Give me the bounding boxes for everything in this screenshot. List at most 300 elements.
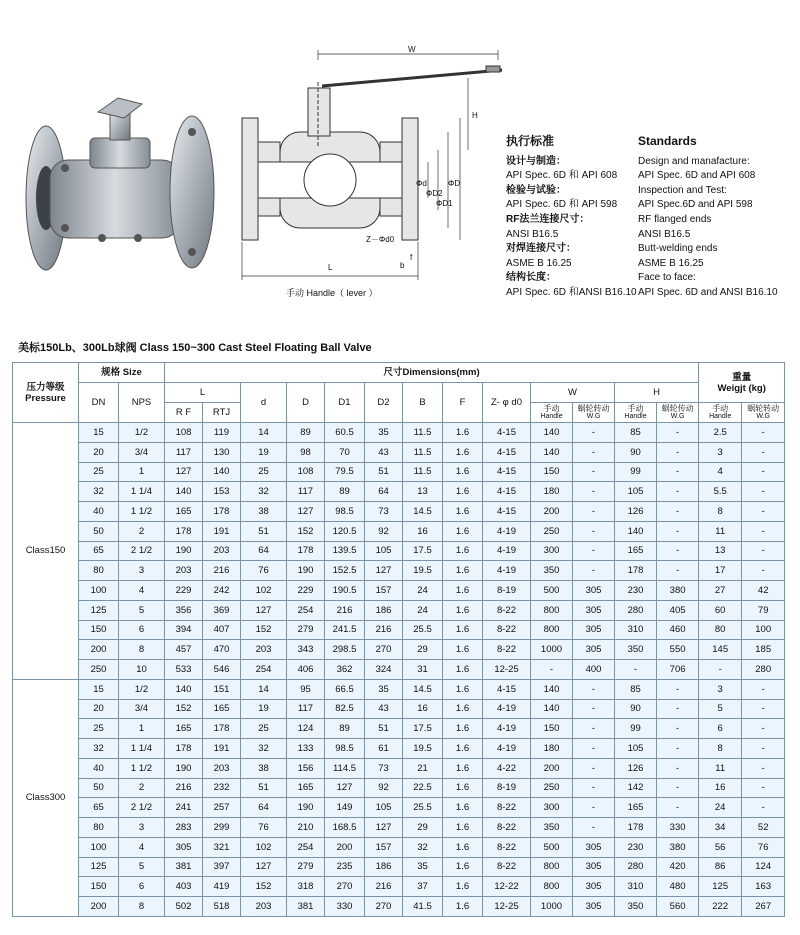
- table-cell: 76: [241, 561, 287, 581]
- table-cell: 324: [365, 660, 403, 680]
- table-cell: 305: [573, 581, 615, 601]
- table-cell: 76: [241, 818, 287, 838]
- table-cell: 310: [615, 877, 657, 897]
- table-cell: 100: [79, 837, 119, 857]
- table-cell: 3: [699, 442, 742, 462]
- table-cell: 11: [699, 521, 742, 541]
- table-cell: 152: [165, 699, 203, 719]
- table-cell: 126: [615, 758, 657, 778]
- table-cell: 4-22: [483, 758, 531, 778]
- table-cell: 108: [165, 423, 203, 443]
- table-cell: 180: [531, 482, 573, 502]
- table-cell: 1.6: [443, 541, 483, 561]
- table-cell: 369: [203, 600, 241, 620]
- table-cell: -: [657, 482, 699, 502]
- table-cell: 120.5: [325, 521, 365, 541]
- table-cell: 1.6: [443, 502, 483, 522]
- table-cell: 42: [742, 581, 785, 601]
- table-cell: 180: [531, 739, 573, 759]
- table-cell: -: [742, 502, 785, 522]
- header-w: W: [531, 383, 615, 403]
- table-cell: 35: [365, 679, 403, 699]
- standards-en-line: API Spec. 6D and API 608: [638, 170, 756, 182]
- table-cell: 165: [287, 778, 325, 798]
- table-cell: 149: [325, 798, 365, 818]
- table-cell: 2: [119, 521, 165, 541]
- table-cell: 381: [287, 897, 325, 917]
- table-cell: 419: [203, 877, 241, 897]
- table-cell: -: [573, 502, 615, 522]
- table-cell: 56: [699, 837, 742, 857]
- table-row: [13, 719, 785, 739]
- table-cell: 14.5: [403, 679, 443, 699]
- table-cell: 126: [615, 502, 657, 522]
- table-cell: 1 1/2: [119, 502, 165, 522]
- table-cell: 350: [615, 897, 657, 917]
- table-cell: 397: [203, 857, 241, 877]
- table-cell: 5.5: [699, 482, 742, 502]
- table-cell: 190.5: [325, 581, 365, 601]
- table-cell: 130: [203, 442, 241, 462]
- table-cell: 127: [241, 857, 287, 877]
- table-row: [13, 679, 785, 699]
- table-cell: 500: [531, 581, 573, 601]
- table-cell: 470: [203, 640, 241, 660]
- table-cell: -: [573, 739, 615, 759]
- dim-z-label: Z－Φd0: [366, 235, 395, 244]
- table-cell: 14: [241, 423, 287, 443]
- table-cell: 185: [742, 640, 785, 660]
- table-cell: 1 1/4: [119, 482, 165, 502]
- table-cell: 24: [403, 600, 443, 620]
- table-cell: 24: [699, 798, 742, 818]
- table-cell: 8-19: [483, 778, 531, 798]
- table-cell: 203: [203, 541, 241, 561]
- table-cell: 92: [365, 521, 403, 541]
- table-cell: 117: [287, 482, 325, 502]
- table-row: [13, 462, 785, 482]
- table-cell: 1.6: [443, 442, 483, 462]
- table-row: [13, 561, 785, 581]
- table-cell: 20: [79, 442, 119, 462]
- table-row: [13, 758, 785, 778]
- table-cell: 8: [119, 897, 165, 917]
- table-cell: 4-15: [483, 482, 531, 502]
- table-cell: 105: [365, 798, 403, 818]
- dim-d-label: Φd: [416, 179, 427, 188]
- table-cell: -: [657, 502, 699, 522]
- table-row: [13, 521, 785, 541]
- table-cell: 19.5: [403, 561, 443, 581]
- table-cell: 216: [165, 778, 203, 798]
- table-cell: 140: [615, 521, 657, 541]
- table-cell: 216: [365, 620, 403, 640]
- table-cell: 4: [119, 581, 165, 601]
- table-cell: 89: [325, 719, 365, 739]
- table-cell: 300: [531, 798, 573, 818]
- table-cell: 14.5: [403, 502, 443, 522]
- table-cell: -: [657, 423, 699, 443]
- table-cell: 4-15: [483, 462, 531, 482]
- table-cell: 8-22: [483, 818, 531, 838]
- table-cell: 1 1/2: [119, 758, 165, 778]
- table-cell: 394: [165, 620, 203, 640]
- standards-cn-line: ASME B 16.25: [506, 257, 572, 269]
- table-cell: 460: [657, 620, 699, 640]
- table-cell: 191: [203, 521, 241, 541]
- table-cell: 37: [403, 877, 443, 897]
- table-cell: -: [742, 679, 785, 699]
- standards-en-line: Design and manafacture:: [638, 155, 750, 167]
- table-cell: 24: [403, 581, 443, 601]
- table-cell: 108: [287, 462, 325, 482]
- drawing-caption: 手动 Handle（ lever ）: [286, 288, 378, 298]
- table-cell: 43: [365, 442, 403, 462]
- table-cell: -: [573, 482, 615, 502]
- table-cell: -: [657, 739, 699, 759]
- table-cell: 119: [203, 423, 241, 443]
- table-row: [13, 798, 785, 818]
- table-cell: 105: [615, 739, 657, 759]
- standards-cn: [506, 134, 637, 301]
- table-cell: 127: [241, 600, 287, 620]
- table-cell: 200: [79, 640, 119, 660]
- table-cell: 8: [699, 739, 742, 759]
- table-cell: 305: [573, 897, 615, 917]
- table-cell: 1/2: [119, 679, 165, 699]
- table-cell: 8-22: [483, 837, 531, 857]
- table-cell: 40: [79, 758, 119, 778]
- table-cell: 13: [699, 541, 742, 561]
- table-cell: 533: [165, 660, 203, 680]
- table-cell: 8: [699, 502, 742, 522]
- table-cell: 229: [287, 581, 325, 601]
- table-row: [13, 857, 785, 877]
- table-cell: 8-22: [483, 600, 531, 620]
- table-cell: 19: [241, 699, 287, 719]
- table-cell: 127: [165, 462, 203, 482]
- table-cell: 406: [287, 660, 325, 680]
- dim-f-label: f: [410, 253, 413, 262]
- table-cell: 216: [325, 600, 365, 620]
- table-cell: 19: [241, 442, 287, 462]
- table-cell: 178: [287, 541, 325, 561]
- table-cell: 1.6: [443, 778, 483, 798]
- table-cell: 305: [573, 877, 615, 897]
- table-cell: 32: [79, 739, 119, 759]
- standards-cn-line: API Spec. 6D 和ANSI B16.10: [506, 286, 637, 298]
- table-cell: 1.6: [443, 897, 483, 917]
- table-cell: 254: [287, 837, 325, 857]
- table-cell: 102: [241, 581, 287, 601]
- table-cell: 99: [615, 719, 657, 739]
- table-cell: 1.6: [443, 521, 483, 541]
- table-cell: 89: [287, 423, 325, 443]
- table-cell: 51: [241, 778, 287, 798]
- table-cell: 150: [79, 877, 119, 897]
- header-l: L: [165, 383, 241, 403]
- dim-l-label: L: [328, 263, 333, 272]
- table-cell: 85: [615, 679, 657, 699]
- table-cell: -: [742, 561, 785, 581]
- table-cell: 305: [165, 837, 203, 857]
- standards-cn-line: 结构长度：: [506, 272, 556, 284]
- table-cell: -: [573, 521, 615, 541]
- table-cell: 165: [203, 699, 241, 719]
- table-cell: -: [573, 719, 615, 739]
- table-cell: 1.6: [443, 877, 483, 897]
- table-cell: 1.6: [443, 640, 483, 660]
- table-cell: 1: [119, 719, 165, 739]
- table-cell: 4-15: [483, 423, 531, 443]
- table-cell: 13: [403, 482, 443, 502]
- table-row: [13, 778, 785, 798]
- table-cell: 250: [531, 521, 573, 541]
- dim-w-label: W: [408, 46, 416, 54]
- table-cell: 139.5: [325, 541, 365, 561]
- table-cell: 2.5: [699, 423, 742, 443]
- table-cell: 502: [165, 897, 203, 917]
- table-cell: 140: [165, 679, 203, 699]
- table-cell: 102: [241, 837, 287, 857]
- table-cell: 4-19: [483, 739, 531, 759]
- table-cell: 3/4: [119, 442, 165, 462]
- standards-cn-line: 对焊连接尺寸：: [506, 243, 576, 255]
- table-cell: 350: [531, 818, 573, 838]
- table-cell: 105: [615, 482, 657, 502]
- table-cell: -: [531, 660, 573, 680]
- table-cell: -: [573, 462, 615, 482]
- table-cell: 1: [119, 462, 165, 482]
- table-cell: 178: [615, 561, 657, 581]
- header-d1: D1: [325, 383, 365, 423]
- table-cell: 12-22: [483, 877, 531, 897]
- table-cell: -: [573, 699, 615, 719]
- table-cell: 22.5: [403, 778, 443, 798]
- table-cell: 64: [365, 482, 403, 502]
- table-cell: -: [742, 719, 785, 739]
- table-cell: 706: [657, 660, 699, 680]
- table-cell: 165: [615, 541, 657, 561]
- table-cell: 25: [241, 462, 287, 482]
- table-cell: -: [657, 541, 699, 561]
- table-cell: 560: [657, 897, 699, 917]
- header-z: Z- φ d0: [483, 383, 531, 423]
- standards-cn-line: RF法兰连接尺寸：: [506, 213, 590, 225]
- table-cell: 165: [165, 502, 203, 522]
- table-cell: 66.5: [325, 679, 365, 699]
- table-cell: 163: [742, 877, 785, 897]
- table-cell: 305: [573, 857, 615, 877]
- table-cell: 1.6: [443, 423, 483, 443]
- table-cell: 257: [203, 798, 241, 818]
- table-cell: 4-19: [483, 521, 531, 541]
- table-cell: 14: [241, 679, 287, 699]
- table-cell: 35: [365, 423, 403, 443]
- table-cell: 12-25: [483, 660, 531, 680]
- table-cell: -: [573, 798, 615, 818]
- table-cell: -: [742, 423, 785, 443]
- table-cell: 127: [365, 561, 403, 581]
- table-cell: 133: [287, 739, 325, 759]
- table-cell: 178: [165, 521, 203, 541]
- table-cell: 19.5: [403, 739, 443, 759]
- table-cell: 407: [203, 620, 241, 640]
- dim-d2-label: ΦD2: [426, 189, 443, 198]
- table-cell: 152.5: [325, 561, 365, 581]
- table-row: [13, 620, 785, 640]
- header-size: 规格 Size: [79, 363, 165, 383]
- table-cell: 518: [203, 897, 241, 917]
- table-cell: -: [742, 778, 785, 798]
- table-cell: 11.5: [403, 442, 443, 462]
- table-cell: 4-19: [483, 699, 531, 719]
- table-cell: 11.5: [403, 423, 443, 443]
- table-cell: 250: [79, 660, 119, 680]
- table-cell: 117: [165, 442, 203, 462]
- table-cell: 1.6: [443, 798, 483, 818]
- table-cell: 156: [287, 758, 325, 778]
- table-cell: 8: [119, 640, 165, 660]
- table-cell: 4: [119, 837, 165, 857]
- table-cell: 1.6: [443, 660, 483, 680]
- standards-en-line: Face to face:: [638, 272, 696, 284]
- table-cell: 1.6: [443, 818, 483, 838]
- table-cell: -: [657, 798, 699, 818]
- table-cell: 145: [699, 640, 742, 660]
- standards-en-line: ASME B 16.25: [638, 257, 704, 269]
- table-cell: -: [742, 798, 785, 818]
- header-b: B: [403, 383, 443, 423]
- table-cell: 92: [365, 778, 403, 798]
- table-cell: -: [573, 423, 615, 443]
- header-h-handle: 手动 Handle: [615, 403, 657, 423]
- table-cell: 800: [531, 877, 573, 897]
- table-cell: 157: [365, 837, 403, 857]
- table-cell: 8-22: [483, 620, 531, 640]
- spec-table: [12, 362, 785, 917]
- table-row: [13, 699, 785, 719]
- table-cell: 267: [742, 897, 785, 917]
- table-cell: 16: [403, 699, 443, 719]
- table-cell: 12-25: [483, 897, 531, 917]
- table-cell: 98: [287, 442, 325, 462]
- table-cell: 73: [365, 502, 403, 522]
- table-cell: -: [573, 561, 615, 581]
- table-cell: 230: [615, 581, 657, 601]
- table-cell: 140: [531, 679, 573, 699]
- table-cell: 105: [365, 541, 403, 561]
- table-cell: -: [573, 758, 615, 778]
- header-l-rf: R F: [165, 403, 203, 423]
- table-cell: 800: [531, 600, 573, 620]
- table-cell: 86: [699, 857, 742, 877]
- table-cell: 280: [615, 857, 657, 877]
- table-cell: 2: [119, 778, 165, 798]
- table-cell: 5: [119, 600, 165, 620]
- table-cell: 73: [365, 758, 403, 778]
- header-l-rtj: RTJ: [203, 403, 241, 423]
- table-cell: -: [657, 442, 699, 462]
- table-cell: 420: [657, 857, 699, 877]
- table-cell: 6: [119, 620, 165, 640]
- table-cell: 29: [403, 818, 443, 838]
- table-cell: 310: [615, 620, 657, 640]
- header-dn: DN: [79, 383, 119, 423]
- table-cell: 90: [615, 442, 657, 462]
- table-cell: 152: [241, 620, 287, 640]
- dim-b-label: b: [400, 261, 405, 270]
- table-cell: 98.5: [325, 502, 365, 522]
- table-cell: 127: [365, 818, 403, 838]
- table-cell: 1.6: [443, 482, 483, 502]
- table-cell: 4-15: [483, 442, 531, 462]
- table-cell: -: [657, 679, 699, 699]
- table-row: [13, 600, 785, 620]
- table-cell: 114.5: [325, 758, 365, 778]
- table-cell: 190: [165, 758, 203, 778]
- table-cell: 230: [615, 837, 657, 857]
- table-cell: 800: [531, 857, 573, 877]
- table-cell: 3: [119, 818, 165, 838]
- table-cell: 64: [241, 798, 287, 818]
- table-cell: 150: [531, 462, 573, 482]
- table-cell: 305: [573, 600, 615, 620]
- table-cell: 1/2: [119, 423, 165, 443]
- table-cell: -: [615, 660, 657, 680]
- table-cell: 140: [203, 462, 241, 482]
- table-cell: -: [742, 541, 785, 561]
- header-weight-wg: 蜗轮转动 W.G: [742, 403, 785, 423]
- table-cell: 1 1/4: [119, 739, 165, 759]
- table-cell: 27: [699, 581, 742, 601]
- table-cell: 25.5: [403, 798, 443, 818]
- table-cell: 80: [79, 561, 119, 581]
- header-D: D: [287, 383, 325, 423]
- standards-en-line: API Spec. 6D and ANSI B16.10: [638, 286, 778, 298]
- standards-cn-line: 检验与试验：: [506, 184, 566, 196]
- table-cell: -: [573, 541, 615, 561]
- table-cell: 298.5: [325, 640, 365, 660]
- table-cell: 200: [325, 837, 365, 857]
- table-cell: 52: [742, 818, 785, 838]
- table-cell: 1.6: [443, 679, 483, 699]
- table-cell: 51: [241, 521, 287, 541]
- table-cell: 32: [241, 739, 287, 759]
- table-cell: 405: [657, 600, 699, 620]
- table-row: [13, 877, 785, 897]
- standards-cn-line: API Spec. 6D 和 API 608: [506, 170, 618, 182]
- standards-cn-line: API Spec. 6D 和 API 598: [506, 199, 618, 211]
- table-cell: -: [657, 521, 699, 541]
- table-cell: 235: [325, 857, 365, 877]
- table-cell: 254: [287, 600, 325, 620]
- spec-table-body: [13, 423, 785, 917]
- table-cell: 350: [531, 561, 573, 581]
- table-cell: 31: [403, 660, 443, 680]
- valve-section-drawing: [232, 46, 504, 306]
- header-w-handle: 手动 Handle: [531, 403, 573, 423]
- standards-en-heading: Standards: [638, 134, 697, 148]
- header-d2: D2: [365, 383, 403, 423]
- table-cell: 140: [531, 442, 573, 462]
- table-cell: 15: [79, 679, 119, 699]
- table-cell: 380: [657, 837, 699, 857]
- standards-en-line: RF flanged ends: [638, 213, 712, 225]
- table-cell: 95: [287, 679, 325, 699]
- table-row: [13, 739, 785, 759]
- standards-en-line: Inspection and Test:: [638, 184, 727, 196]
